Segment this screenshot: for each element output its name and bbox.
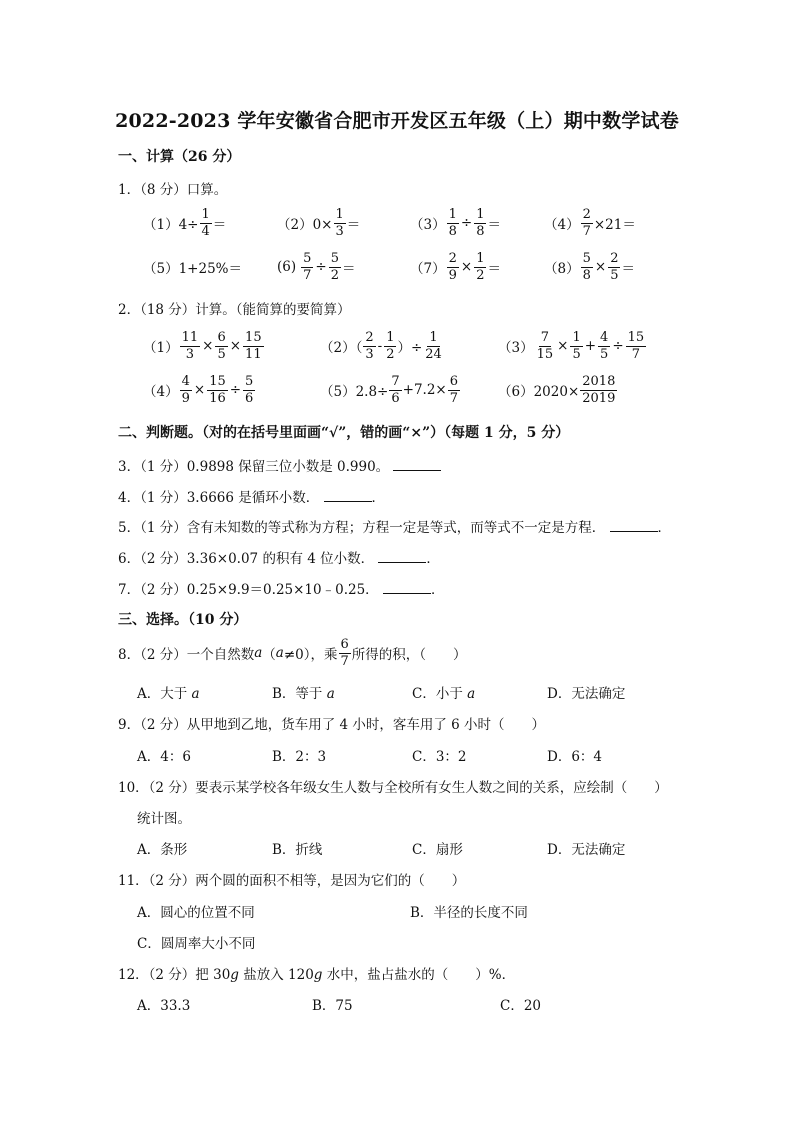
denominator: 9: [181, 390, 190, 406]
q8-post: 所得的积，（ ）: [351, 647, 467, 663]
section-2-heading: 二、判断题。（对的在括号里面画“√”，错的画“×”）（每题 1 分，5 分）: [118, 425, 570, 441]
period: ．: [657, 520, 672, 536]
operator: ×: [557, 338, 569, 354]
operator: ×: [193, 382, 206, 398]
operator: ÷: [229, 382, 242, 398]
fraction: [389, 375, 401, 406]
q12-option-b[interactable]: B．75: [312, 998, 353, 1014]
q8-stem: [0, 633, 794, 673]
equals: ＝: [346, 217, 361, 233]
denominator: 4: [201, 223, 210, 239]
numerator: 6: [449, 373, 459, 389]
equals: ＝: [621, 261, 635, 277]
q2-expr-4-label: （4）: [143, 384, 179, 400]
numerator: 15: [245, 329, 262, 345]
q9-stem: 9．（2 分）从甲地到乙地，货车用了 4 小时，客车用了 6 小时（ ）: [118, 717, 546, 733]
q9-option-a[interactable]: A．4：6: [137, 749, 191, 765]
operator: ÷: [460, 215, 473, 231]
q8-stem-content: [118, 633, 467, 673]
variable-a: a: [191, 686, 200, 702]
q11-option-a[interactable]: A．圆心的位置不同: [137, 905, 255, 921]
q8-option-d[interactable]: [547, 682, 625, 702]
judge-item-6: [118, 547, 440, 567]
fraction: [215, 331, 227, 362]
denominator: 8: [582, 267, 591, 283]
denominator: 15: [536, 346, 554, 362]
q1-item-3: [410, 203, 501, 243]
judge-item-3: [118, 455, 441, 475]
numerator: 2: [448, 250, 457, 266]
denominator: 7: [631, 346, 641, 362]
denominator: 7: [303, 267, 312, 283]
q2-expr-3: [498, 326, 647, 366]
operator: +: [584, 338, 597, 354]
q12-stem: [118, 963, 515, 983]
q8-condition: ≠0），乘: [283, 647, 338, 663]
judge-item-7: [118, 578, 444, 598]
denominator: 3: [335, 223, 344, 239]
q1-item-8-label: （8）: [544, 261, 580, 277]
q1-item-1: [143, 203, 226, 243]
q9-option-c[interactable]: C．3：2: [412, 749, 467, 765]
denominator: 5: [572, 346, 581, 362]
q11-stem: 11．（2 分）两个圆的面积不相等，是因为它们的（ ）: [118, 873, 466, 889]
q10-option-d[interactable]: D．无法确定: [547, 842, 626, 858]
q2-row-1: [0, 326, 794, 366]
denominator: 5: [217, 346, 226, 362]
numerator: 1: [448, 206, 457, 222]
fraction: [581, 252, 593, 283]
numerator: 1: [201, 206, 210, 222]
numerator: 5: [303, 250, 312, 266]
middle-term: +7.2×: [402, 382, 447, 398]
operator: ×: [229, 338, 242, 354]
q9-option-d[interactable]: D．6：4: [547, 749, 603, 765]
operator: -: [377, 338, 383, 354]
q2-expr-5-label: （5）2.8÷: [320, 384, 389, 400]
numerator: 15: [209, 373, 226, 389]
denominator: 2: [386, 346, 395, 362]
q8-option-c[interactable]: [412, 682, 475, 702]
numerator: 1: [386, 329, 395, 345]
numerator: 5: [245, 373, 254, 389]
fraction: [447, 208, 459, 239]
variable-a: a: [467, 686, 476, 702]
answer-blank[interactable]: [383, 581, 431, 594]
paren-divide: ）÷: [397, 340, 423, 356]
exam-title: 2022-2023 学年安徽省合肥市开发区五年级（上）期中数学试卷: [115, 110, 679, 132]
numerator: 6: [340, 636, 349, 652]
fraction: [626, 331, 647, 362]
numerator: 2018: [582, 373, 616, 389]
q12-option-a[interactable]: A．33.3: [137, 998, 191, 1014]
denominator: 3: [365, 346, 374, 362]
numerator: 6: [217, 329, 226, 345]
fraction: [608, 252, 620, 283]
variable-a: a: [254, 645, 263, 661]
numerator: 1: [335, 206, 344, 222]
numerator: 1: [476, 250, 485, 266]
denominator: 2: [476, 267, 485, 283]
q2-expr-6: [498, 370, 618, 410]
q12-option-c[interactable]: C．20: [500, 998, 542, 1014]
fraction: [243, 331, 264, 362]
fraction: [570, 331, 582, 362]
denominator: 5: [610, 267, 619, 283]
numerator: 1: [429, 329, 438, 345]
denominator: 3: [185, 346, 194, 362]
fraction: [339, 638, 351, 669]
judge-item-6-text: 6．（2 分）3.36×0.07 的积有 4 位小数．: [118, 551, 375, 567]
option-label: D．无法确定: [547, 686, 626, 702]
denominator: 8: [476, 223, 485, 239]
judge-item-4: [118, 486, 385, 506]
q1-item-6: [277, 247, 356, 287]
judge-item-5: [118, 516, 671, 536]
equals: ＝: [487, 261, 501, 277]
operator: ×: [594, 259, 607, 275]
equals: ＝: [487, 217, 501, 233]
q11-option-c[interactable]: C．圆周率大小不同: [137, 936, 256, 952]
fraction: [447, 252, 459, 283]
q8-option-a[interactable]: [137, 682, 200, 702]
q12-post: 水中，盐占盐水的（ ）%．: [322, 967, 516, 983]
fraction: [474, 208, 486, 239]
q1-item-5: [143, 247, 242, 287]
denominator: 7: [449, 390, 459, 406]
fraction: [329, 252, 341, 283]
product-tail: ×21＝: [593, 217, 636, 233]
q2-expr-6-label: （6）2020×: [498, 384, 580, 400]
fraction: [423, 331, 444, 362]
numerator: 5: [582, 250, 591, 266]
numerator: 5: [330, 250, 339, 266]
fraction: [535, 331, 556, 362]
numerator: 4: [600, 329, 609, 345]
q1-item-4-label: （4）: [544, 217, 580, 233]
denominator: 2019: [582, 390, 616, 406]
q1-item-3-label: （3）: [410, 217, 446, 233]
q2-expr-3-label: （3）: [498, 340, 534, 356]
denominator: 16: [209, 390, 226, 406]
q8-pre: 8．（2 分）一个自然数: [118, 647, 255, 663]
answer-blank[interactable]: [378, 550, 426, 563]
q1-item-5-label: （5）1+25%＝: [143, 261, 242, 277]
q2-expr-4: [143, 370, 256, 410]
answer-blank[interactable]: [393, 458, 441, 471]
fraction: [180, 331, 201, 362]
q1-item-2: [277, 203, 360, 243]
fraction: [598, 331, 610, 362]
denominator: 6: [391, 390, 400, 406]
q10-option-c[interactable]: C．扇形: [412, 842, 463, 858]
q1-row-1: [0, 203, 794, 243]
numerator: 4: [181, 373, 190, 389]
q1-item-1-label: （1）4÷: [143, 217, 199, 233]
fraction: [448, 375, 460, 406]
q2-expr-5: [320, 370, 461, 410]
option-label: C．小于: [412, 686, 468, 702]
q1-row-2: [0, 247, 794, 287]
fraction: [581, 208, 593, 239]
fraction: [474, 252, 486, 283]
q10-option-b[interactable]: B．折线: [272, 842, 323, 858]
denominator: 24: [425, 346, 442, 362]
equals: ＝: [212, 217, 227, 233]
judge-item-7-text: 7．（2 分）0.25×9.9＝0.25×10﹣0.25．: [118, 582, 379, 598]
section-1-heading: 一、计算（26 分）: [118, 149, 241, 165]
judge-item-4-text: 4．（1 分）3.6666 是循环小数．: [118, 490, 320, 506]
judge-item-3-text: 3．（1 分）0.9898 保留三位小数是 0.990。: [118, 459, 390, 475]
period: ．: [371, 490, 386, 506]
q8-option-b[interactable]: [272, 682, 335, 702]
q1-item-7-label: （7）: [410, 261, 446, 277]
answer-blank[interactable]: [324, 489, 372, 502]
q11-option-b[interactable]: B．半径的长度不同: [410, 905, 528, 921]
option-label: B．等于: [272, 686, 327, 702]
numerator: 2: [610, 250, 619, 266]
fraction: [243, 375, 255, 406]
numerator: 7: [391, 373, 400, 389]
operator: ×: [460, 259, 473, 275]
denominator: 5: [600, 346, 609, 362]
numerator: 1: [476, 206, 485, 222]
paren: （: [262, 647, 276, 663]
q1-item-2-label: （2）0×: [277, 217, 333, 233]
operator: ÷: [315, 259, 327, 275]
fraction: [200, 208, 212, 239]
fraction: [363, 331, 375, 362]
numerator: 2: [365, 329, 374, 345]
q10-option-a[interactable]: A．条形: [137, 842, 188, 858]
numerator: 2: [582, 206, 591, 222]
variable-a: a: [326, 686, 335, 702]
fraction: [384, 331, 396, 362]
denominator: 8: [448, 223, 457, 239]
option-label: A．大于: [137, 686, 192, 702]
period: ．: [430, 582, 445, 598]
numerator: 7: [540, 329, 549, 345]
q2-expr-2-label: （2）（: [320, 340, 363, 356]
q2-row-2: [0, 370, 794, 410]
q1-stem: 1．（8 分）口算。: [118, 182, 228, 198]
variable-a: a: [275, 645, 284, 661]
q2-expr-1-label: （1）: [143, 340, 179, 356]
fraction: [580, 375, 617, 406]
q2-stem: 2．（18 分）计算。（能简算的要简算）: [118, 302, 351, 318]
q2-expr-1: [143, 326, 265, 366]
operator: ÷: [612, 338, 624, 354]
fraction: [207, 375, 228, 406]
period: ．: [426, 551, 440, 567]
denominator: 2: [330, 267, 339, 283]
fraction: [180, 375, 192, 406]
section-3-heading: 三、选择。（10 分）: [118, 612, 248, 628]
numerator: 15: [627, 329, 645, 345]
numerator: 1: [572, 329, 581, 345]
q10-stem: 10．（2 分）要表示某学校各年级女生人数与全校所有女生人数之间的关系，应绘制（ ）: [118, 780, 668, 796]
q12-mid: 盐放入 120: [238, 967, 314, 983]
q1-item-4: [544, 203, 636, 243]
denominator: 11: [245, 346, 262, 362]
numerator: 11: [181, 329, 199, 345]
q9-option-b[interactable]: B．2：3: [272, 749, 327, 765]
operator: ×: [202, 338, 214, 354]
q10-stem-cont: 统计图。: [137, 811, 191, 827]
fraction: [334, 208, 346, 239]
q1-item-6-label: (6): [277, 259, 297, 275]
q2-expr-2: [320, 326, 445, 366]
q12-pre: 12．（2 分）把 30: [118, 967, 231, 983]
equals: ＝: [342, 261, 356, 277]
denominator: 7: [582, 223, 591, 239]
fraction: [301, 252, 313, 283]
judge-item-5-text: 5．（1 分）含有未知数的等式称为方程；方程一定是等式，而等式不一定是方程．: [118, 520, 606, 536]
unit-g: g: [313, 967, 323, 983]
answer-blank[interactable]: [610, 519, 658, 532]
unit-g: g: [230, 967, 239, 983]
denominator: 6: [245, 390, 254, 406]
q1-item-7: [410, 247, 501, 287]
denominator: 7: [340, 653, 349, 669]
denominator: 9: [448, 267, 457, 283]
q1-item-8: [544, 247, 635, 287]
